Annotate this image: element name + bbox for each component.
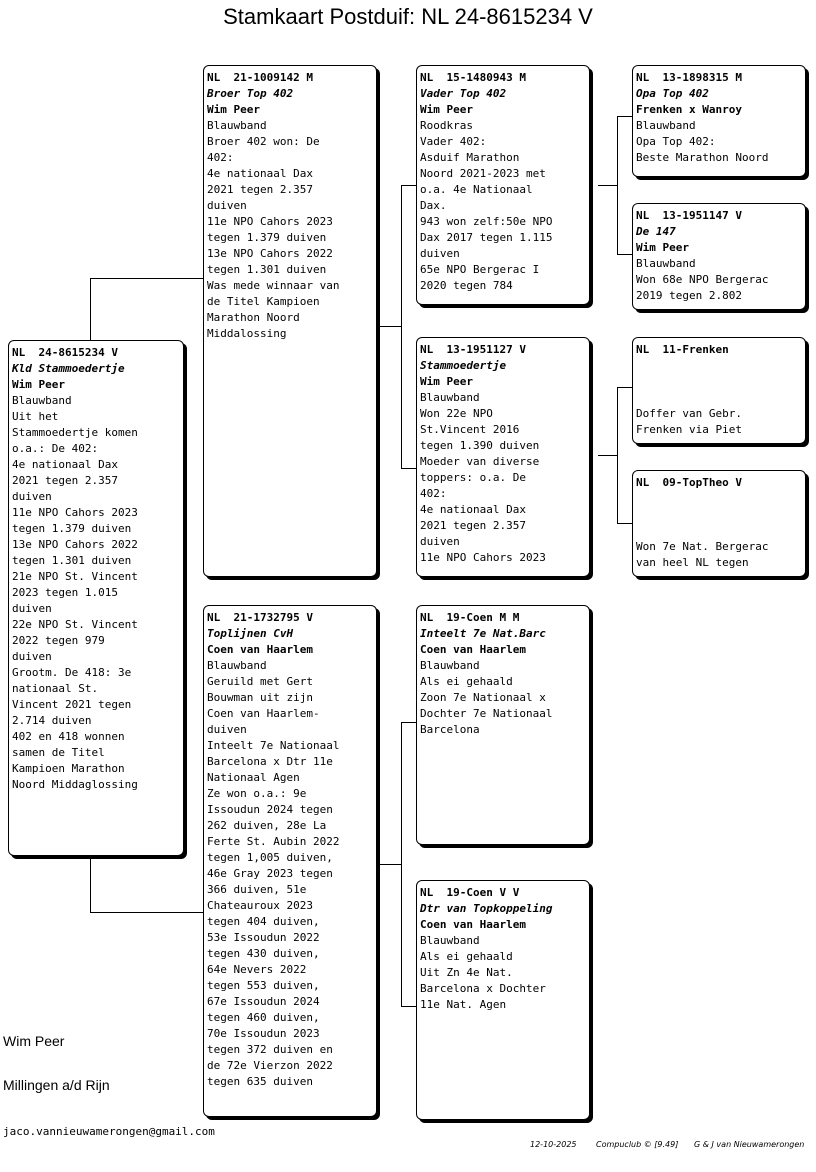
note-line: Barcelona x Dochter: [420, 982, 546, 995]
note-line: Ze won o.a.: 9e: [207, 787, 307, 800]
note-line: Uit het: [12, 410, 59, 423]
note-line: 943 won zelf:50e NPO: [420, 215, 553, 228]
note-line: 22e NPO St. Vincent: [12, 618, 138, 631]
pigeon-name: Stammoedertje: [420, 359, 507, 372]
note-line: 402:: [207, 151, 234, 164]
note-line: Nationaal Agen: [207, 771, 300, 784]
note-line: Dax 2017 tegen 1.115: [420, 231, 553, 244]
breeder: Wim Peer: [420, 103, 473, 116]
breeder: [636, 507, 802, 523]
note-line: Uit Zn 4e Nat.: [420, 966, 513, 979]
note-line: duiven: [420, 535, 460, 548]
ring-number: NL 21-1732795 V: [207, 611, 313, 624]
pedigree-card-father: [203, 65, 377, 577]
note-line: 11e NPO Cahors 2023: [12, 506, 138, 519]
note-line: 65e NPO Bergerac I: [420, 263, 540, 276]
note-line: Inteelt 7e Nationaal: [207, 739, 340, 752]
note-line: Bouwman uit zijn: [207, 691, 313, 704]
pedigree-card-subject: [8, 340, 184, 856]
note-line: Zoon 7e Nationaal x: [420, 691, 546, 704]
pigeon-name: Broer Top 402: [207, 87, 294, 100]
note-line: tegen 1.301 duiven: [207, 263, 327, 276]
note-line: Noord 2021-2023 met: [420, 167, 546, 180]
note-line: 2020 tegen 784: [420, 279, 513, 292]
pedigree-card-father-father: [416, 65, 590, 305]
note-line: 402 en 418 wonnen: [12, 730, 125, 743]
pigeon-name: [636, 491, 802, 507]
pigeon-name: Opa Top 402: [636, 87, 709, 100]
connector: [617, 387, 618, 523]
pigeon-name: De 147: [636, 225, 676, 238]
note-line: tegen 372 duiven en: [207, 1043, 333, 1056]
connector: [377, 864, 401, 865]
note-line: o.a. 4e Nationaal: [420, 183, 533, 196]
ring-number: NL 24-8615234 V: [12, 346, 118, 359]
note-line: Beste Marathon Noord: [636, 151, 769, 164]
note-line: Vader 402:: [420, 135, 487, 148]
color: Blauwband: [207, 659, 267, 672]
note-line: 262 duiven, 28e La: [207, 819, 327, 832]
connector: [401, 722, 402, 1006]
note-line: tegen 635 duiven: [207, 1075, 313, 1088]
breeder: Coen van Haarlem: [420, 643, 526, 656]
note-line: Won 7e Nat. Bergerac: [636, 540, 769, 553]
breeder: Coen van Haarlem: [420, 918, 526, 931]
pedigree-card-father-mother-mother: [632, 470, 806, 577]
note-line: duiven: [420, 247, 460, 260]
note-line: Als ei gehaald: [420, 950, 513, 963]
color: Blauwband: [12, 394, 72, 407]
note-line: Opa Top 402:: [636, 135, 716, 148]
note-line: Middalossing: [207, 327, 287, 340]
note-line: tegen 1.390 duiven: [420, 439, 540, 452]
pedigree-card-mother: [203, 605, 377, 1117]
breeder: Wim Peer: [12, 378, 65, 391]
note-line: Kampioen Marathon: [12, 762, 125, 775]
note-line: Geruild met Gert: [207, 675, 313, 688]
note-line: toppers: o.a. De: [420, 471, 526, 484]
note-line: Won 22e NPO: [420, 407, 493, 420]
note-line: 2021 tegen 2.357: [420, 519, 526, 532]
pedigree-card-mother-mother: [416, 880, 590, 1120]
note-line: 11e Nat. Agen: [420, 998, 507, 1011]
connector: [90, 856, 91, 912]
note-line: Dax.: [420, 199, 447, 212]
note-line: Broer 402 won: De: [207, 135, 320, 148]
note-line: Issoudun 2024 tegen: [207, 803, 333, 816]
pedigree-card-father-mother: [416, 337, 590, 577]
note-line: 2022 tegen 979: [12, 634, 105, 647]
note-line: 70e Issoudun 2023: [207, 1027, 320, 1040]
pigeon-name: Dtr van Topkoppeling: [420, 902, 553, 915]
note-line: 366 duiven, 51e: [207, 883, 307, 896]
note-line: 402:: [420, 487, 447, 500]
note-line: 11e NPO Cahors 2023: [207, 215, 333, 228]
connector: [90, 912, 205, 913]
breeder: Coen van Haarlem: [207, 643, 313, 656]
note-line: duiven: [12, 602, 52, 615]
connector: [90, 278, 91, 340]
ring-number: NL 13-1951147 V: [636, 209, 742, 222]
breeder: [636, 374, 802, 390]
note-line: Was mede winnaar van: [207, 279, 340, 292]
note-line: Noord Middaglossing: [12, 778, 138, 791]
note-line: Asduif Marathon: [420, 151, 520, 164]
note-line: tegen 1.301 duiven: [12, 554, 132, 567]
color: Blauwband: [207, 119, 267, 132]
note-line: 4e nationaal Dax: [207, 167, 313, 180]
connector: [90, 278, 205, 279]
breeder: Wim Peer: [636, 241, 689, 254]
note-line: 13e NPO Cahors 2022: [12, 538, 138, 551]
note-line: 67e Issoudun 2024: [207, 995, 320, 1008]
note-line: Barcelona x Dtr 11e: [207, 755, 333, 768]
note-line: tegen 1.379 duiven: [12, 522, 132, 535]
note-line: 4e nationaal Dax: [12, 458, 118, 471]
pedigree-card-father-mother-father: [632, 337, 806, 444]
note-line: St.Vincent 2016: [420, 423, 520, 436]
color: Blauwband: [420, 934, 480, 947]
note-line: Dochter 7e Nationaal: [420, 707, 553, 720]
note-line: 4e nationaal Dax: [420, 503, 526, 516]
owner-name: Wim Peer: [3, 1033, 65, 1049]
note-line: Als ei gehaald: [420, 675, 513, 688]
note-line: Chateauroux 2023: [207, 899, 313, 912]
note-line: Won 68e NPO Bergerac: [636, 273, 769, 286]
color: Roodkras: [420, 119, 473, 132]
connector: [598, 455, 617, 456]
note-line: 2023 tegen 1.015: [12, 586, 118, 599]
pedigree-card-father-father-father: [632, 65, 806, 177]
note-line: 46e Gray 2023 tegen: [207, 867, 333, 880]
note-line: Doffer van Gebr.: [636, 407, 742, 420]
color: [636, 523, 802, 539]
breeder: Wim Peer: [207, 103, 260, 116]
owner-email[interactable]: jaco.vannieuwamerongen@gmail.com: [3, 1125, 215, 1138]
pigeon-name: [636, 358, 802, 374]
note-line: 64e Nevers 2022: [207, 963, 307, 976]
ring-number: NL 13-1898315 M: [636, 71, 742, 84]
note-line: nationaal St.: [12, 682, 99, 695]
color: Blauwband: [420, 391, 480, 404]
ring-number: NL 15-1480943 M: [420, 71, 526, 84]
note-line: duiven: [207, 199, 247, 212]
note-line: 2021 tegen 2.357: [207, 183, 313, 196]
note-line: 2019 tegen 2.802: [636, 289, 742, 302]
note-line: 21e NPO St. Vincent: [12, 570, 138, 583]
note-line: tegen 404 duiven,: [207, 915, 320, 928]
color: Blauwband: [636, 257, 696, 270]
owner-location: Millingen a/d Rijn: [3, 1077, 110, 1093]
note-line: samen de Titel: [12, 746, 105, 759]
note-line: Barcelona: [420, 723, 480, 736]
connector: [401, 185, 402, 468]
software-credit: Compuclub © [9.49]: [596, 1140, 679, 1149]
ring-number: NL 19-Coen M M: [420, 611, 520, 624]
note-line: Grootm. De 418: 3e: [12, 666, 132, 679]
note-line: tegen 460 duiven,: [207, 1011, 320, 1024]
note-line: duiven: [12, 490, 52, 503]
ring-number: NL 13-1951127 V: [420, 343, 526, 356]
note-line: 11e NPO Cahors 2023: [420, 551, 546, 564]
color: Blauwband: [636, 119, 696, 132]
print-date: 12-10-2025: [530, 1140, 577, 1149]
ring-number: NL 21-1009142 M: [207, 71, 313, 84]
pigeon-name: Kld Stammoedertje: [12, 362, 125, 375]
note-line: tegen 1,005 duiven,: [207, 851, 333, 864]
note-line: 53e Issoudun 2022: [207, 931, 320, 944]
note-line: 2.714 duiven: [12, 714, 92, 727]
pedigree-card-father-father-mother: [632, 203, 806, 310]
note-line: Ferte St. Aubin 2022: [207, 835, 340, 848]
note-line: duiven: [12, 650, 52, 663]
note-line: de 72e Vierzon 2022: [207, 1059, 333, 1072]
note-line: de Titel Kampioen: [207, 295, 320, 308]
note-line: Stammoedertje komen: [12, 426, 138, 439]
note-line: tegen 1.379 duiven: [207, 231, 327, 244]
note-line: o.a.: De 402:: [12, 442, 99, 455]
note-line: 2021 tegen 2.357: [12, 474, 118, 487]
ring-number: NL 09-TopTheo V: [636, 476, 742, 489]
connector: [617, 116, 618, 254]
connector: [598, 185, 617, 186]
author-credit: G & J van Nieuwamerongen: [694, 1140, 805, 1149]
color: Blauwband: [420, 659, 480, 672]
note-line: duiven: [207, 723, 247, 736]
pigeon-name: Inteelt 7e Nat.Barc: [420, 627, 546, 640]
note-line: Moeder van diverse: [420, 455, 540, 468]
note-line: van heel NL tegen: [636, 556, 749, 569]
note-line: Marathon Noord: [207, 311, 300, 324]
page-title: Stamkaart Postduif: NL 24-8615234 V: [223, 4, 593, 29]
ring-number: NL 11-Frenken: [636, 343, 729, 356]
note-line: Frenken via Piet: [636, 423, 742, 436]
breeder: Wim Peer: [420, 375, 473, 388]
note-line: Coen van Haarlem-: [207, 707, 320, 720]
breeder: Frenken x Wanroy: [636, 103, 742, 116]
note-line: 13e NPO Cahors 2022: [207, 247, 333, 260]
note-line: tegen 553 duiven,: [207, 979, 320, 992]
pigeon-name: Vader Top 402: [420, 87, 507, 100]
ring-number: NL 19-Coen V V: [420, 886, 520, 899]
connector: [377, 326, 401, 327]
color: [636, 390, 802, 406]
pigeon-name: Toplijnen CvH: [207, 627, 294, 640]
note-line: Vincent 2021 tegen: [12, 698, 132, 711]
pedigree-card-mother-father: [416, 605, 590, 845]
note-line: tegen 430 duiven,: [207, 947, 320, 960]
